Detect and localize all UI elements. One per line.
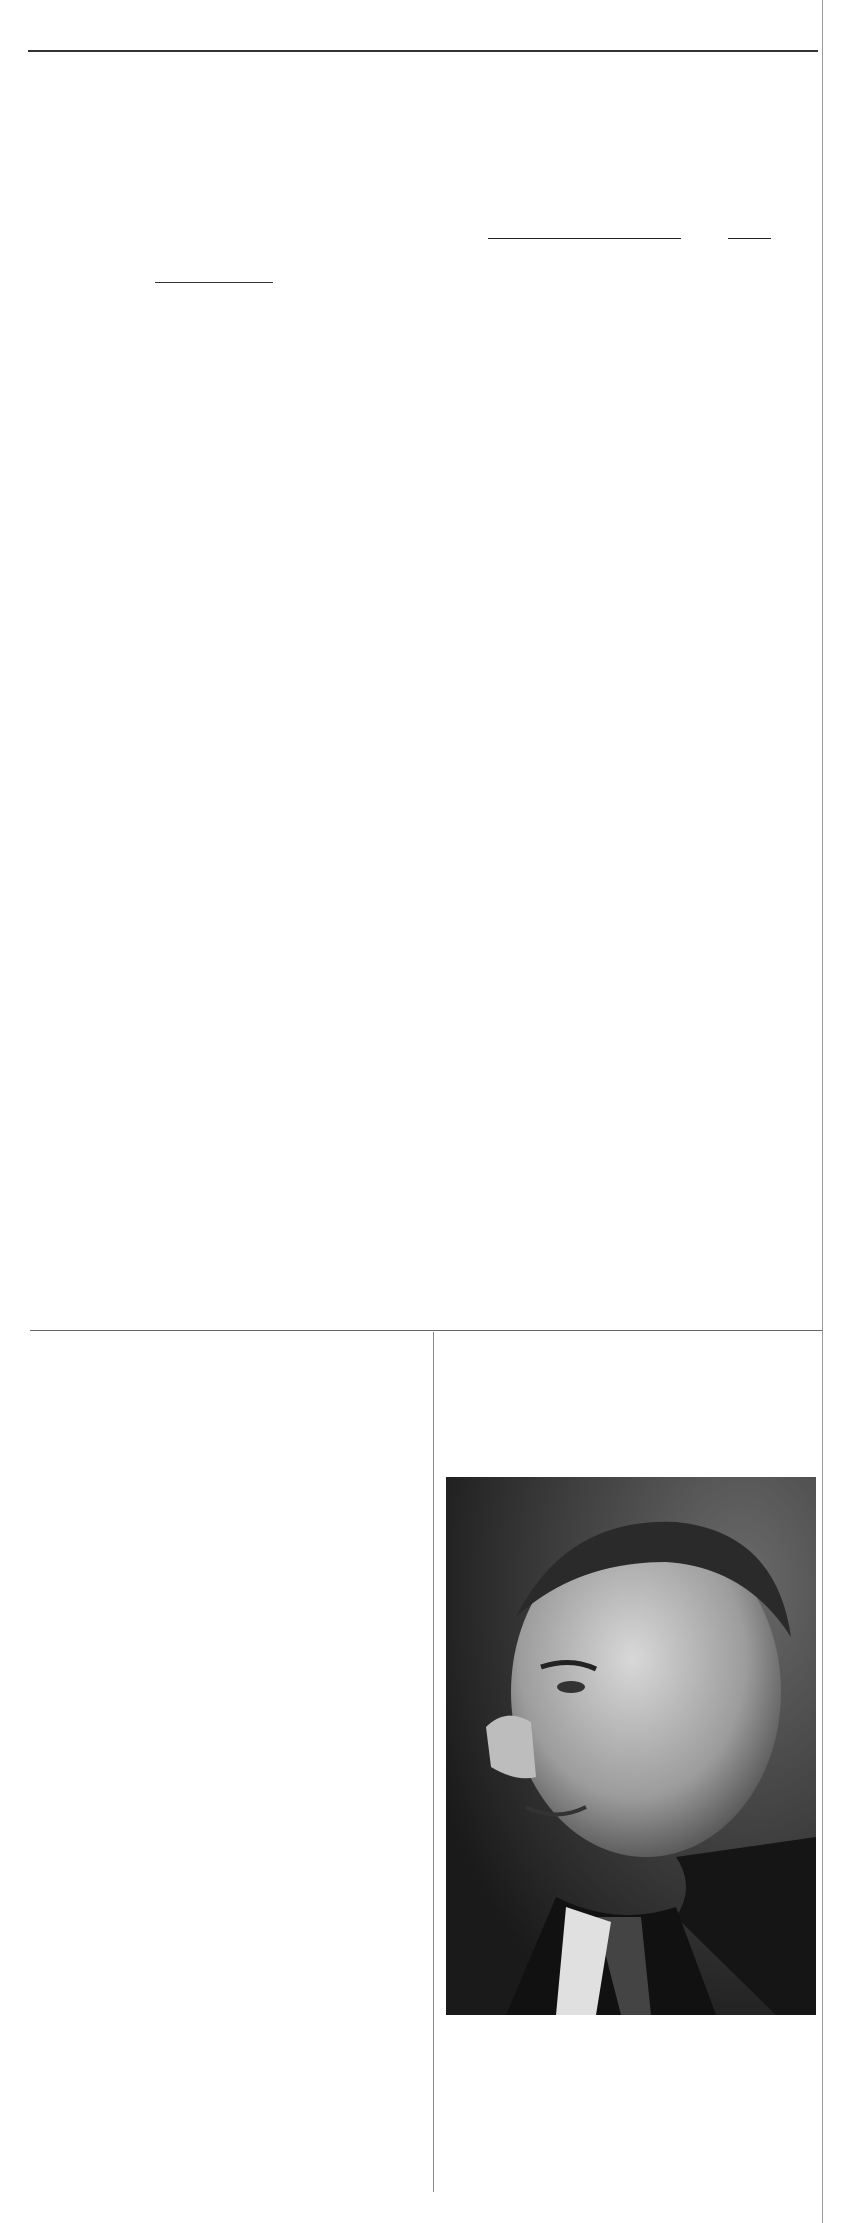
date-line	[488, 238, 681, 239]
section-divider	[30, 1330, 822, 1331]
portrait-photo	[446, 1477, 816, 2015]
adjacent-column-fragment	[822, 0, 846, 2223]
portrait-illustration	[446, 1477, 816, 2015]
masthead-rule	[28, 50, 818, 52]
chamber-rule	[155, 282, 273, 283]
date-line-end	[728, 238, 771, 239]
column-divider	[433, 1332, 434, 2192]
